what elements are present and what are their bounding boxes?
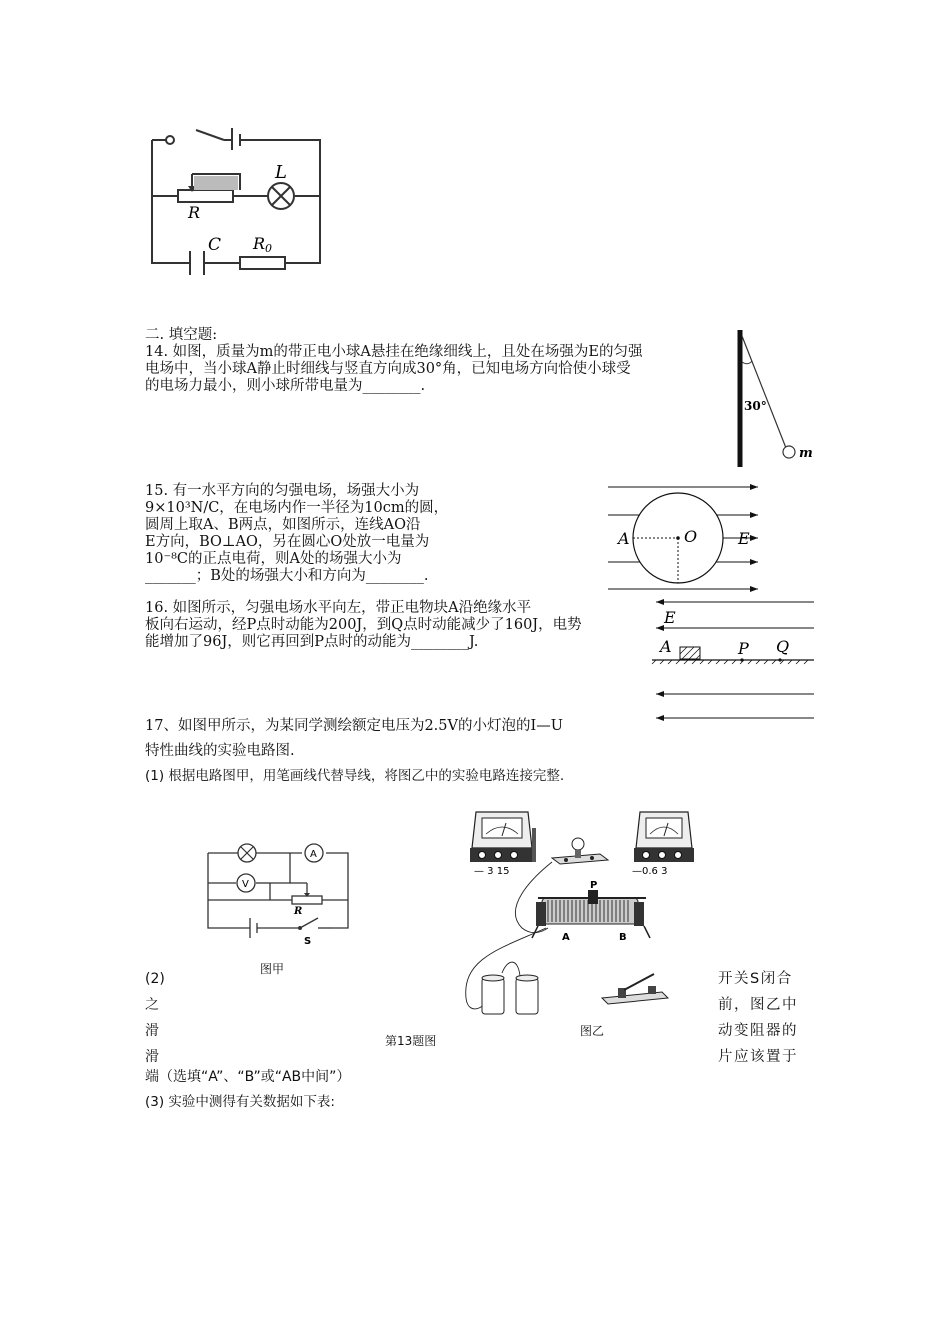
q16-line1: 16. 如图所示，匀强电场水平向左，带正电物块A沿绝缘水平 — [145, 600, 532, 616]
part2-right-2: 动变阻器的 — [718, 1023, 798, 1039]
q14-line3: 的电场力最小，则小球所带电量为________. — [145, 378, 426, 394]
q14-line1: 14. 如图，质量为m的带正电小球A悬挂在绝缘细线上，且处在场强为E的匀强 — [145, 344, 643, 360]
circuit-top-figure — [140, 118, 340, 278]
q14-pendulum-figure — [728, 330, 828, 470]
figure-caption: 第13题图 — [385, 1034, 437, 1048]
label-A: A — [660, 637, 672, 656]
q17-part2-left — [145, 966, 165, 1070]
label-P: P — [738, 639, 749, 658]
q16-line2: 板向右运动，经P点时动能为200J，到Q点时动能减少了160J，电势 — [145, 617, 582, 633]
q17-part3: (3) 实验中测得有关数据如下表: — [145, 1094, 335, 1110]
part2-left-3: 滑 — [145, 1049, 159, 1065]
q16-line3: 能增加了96J，则它再回到P点时的动能为________J. — [145, 634, 479, 650]
lamp-drawing — [552, 838, 608, 864]
part2-right-1: 前，图乙中 — [718, 997, 798, 1013]
fig-jia-circuit — [200, 838, 360, 948]
q15-line1: 15. 有一水平方向的匀强电场，场强大小为 — [145, 483, 420, 499]
label-A: A — [618, 529, 630, 548]
right-meter-scale: —0.6 3 — [632, 866, 668, 877]
q15-field-figure — [608, 478, 768, 598]
label-R0-sub: 0 — [265, 242, 273, 255]
part2-left-2: 滑 — [145, 1023, 159, 1039]
rheostat-drawing — [532, 890, 650, 938]
part2-right-0: 开关S闭合 — [718, 971, 793, 987]
slider-label-P: P — [590, 880, 598, 891]
label-E: E — [738, 529, 750, 548]
label-C: C — [208, 235, 222, 255]
q15-line3: 圆周上取A、B两点，如图所示，连线AO沿 — [145, 517, 421, 533]
fig-yi-caption: 图乙 — [580, 1024, 605, 1038]
terminal-label-A: A — [562, 932, 570, 943]
q14-line2: 电场中，当小球A静止时细线与竖直方向成30°角，已知电场方向恰使小球受 — [145, 361, 631, 377]
angle-label: 30° — [744, 399, 767, 413]
q17-part2-right — [718, 966, 798, 1070]
label-R0 — [252, 234, 272, 255]
ammeter-drawing — [634, 812, 694, 862]
fig-yi-apparatus — [462, 808, 702, 1028]
label-Q: Q — [776, 637, 790, 656]
part2-left-0: (2) — [145, 971, 165, 987]
label-R: R — [188, 203, 201, 222]
part2-left-1: 之 — [145, 997, 159, 1013]
q17-part1: (1) 根据电路图甲，用笔画线代替导线，将图乙中的实验电路连接完整. — [145, 768, 565, 784]
label-E: E — [664, 608, 676, 627]
part2-right-3: 片应该置于 — [718, 1049, 798, 1065]
ammeter-label: A — [310, 849, 317, 860]
q15-line4: E方向，BO⊥AO，另在圆心O处放一电量为 — [145, 534, 430, 550]
label-R0-base: R — [253, 234, 266, 253]
battery-drawing — [482, 975, 538, 1014]
left-meter-scale: — 3 15 — [474, 866, 510, 877]
label-L: L — [275, 162, 287, 183]
switch-label: S — [304, 936, 312, 947]
mass-label: m — [799, 446, 813, 461]
fig-jia-caption: 图甲 — [260, 962, 285, 976]
rheostat-label: R — [294, 906, 303, 917]
section-heading: 二. 填空题: — [145, 327, 218, 343]
q17-line2: 特性曲线的实验电路图. — [145, 743, 295, 759]
q17-line1: 17、如图甲所示，为某同学测绘额定电压为2.5V的小灯泡的I—U — [145, 718, 563, 734]
q16-field-figure — [652, 596, 817, 726]
q15-line6: _______；B处的场强大小和方向为________. — [145, 568, 429, 584]
voltmeter-drawing — [470, 812, 536, 862]
q15-line2: 9×10³N/C，在电场内作一半径为10cm的圆， — [145, 500, 449, 516]
q15-line5: 10⁻⁸C的正点电荷，则A处的场强大小为 — [145, 551, 402, 567]
voltmeter-label: V — [242, 879, 249, 890]
q17-part2-end: 端（选填“A”、“B”或“AB中间”） — [145, 1069, 351, 1085]
terminal-label-B: B — [619, 932, 627, 943]
switch-drawing — [602, 974, 668, 1004]
label-O: O — [684, 527, 698, 546]
